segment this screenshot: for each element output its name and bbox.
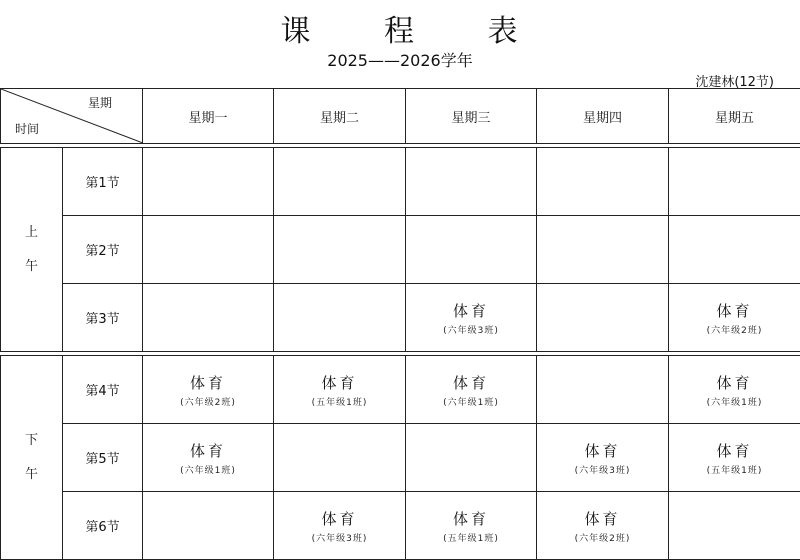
course-name: 体育 bbox=[537, 440, 668, 461]
course-name: 体育 bbox=[406, 300, 536, 321]
class-name: (六年级1班) bbox=[669, 395, 800, 408]
schedule-cell bbox=[143, 284, 274, 352]
class-name: (五年级1班) bbox=[274, 395, 405, 408]
class-name: (六年级3班) bbox=[537, 463, 668, 476]
period-label: 第5节 bbox=[63, 424, 143, 492]
schedule-cell bbox=[143, 216, 274, 284]
period-row bbox=[1, 148, 800, 216]
title-char: 课 bbox=[280, 6, 312, 50]
schedule-cell bbox=[537, 216, 669, 284]
class-name: (六年级2班) bbox=[669, 323, 800, 336]
afternoon-char: 下 bbox=[1, 424, 62, 458]
schedule-cell bbox=[274, 148, 406, 216]
header-row bbox=[1, 89, 800, 144]
corner-label-day: 星期 bbox=[88, 94, 112, 111]
course-name: 体育 bbox=[537, 508, 668, 529]
class-name: (六年级1班) bbox=[143, 463, 273, 476]
period-row bbox=[1, 424, 800, 492]
morning-label bbox=[1, 148, 63, 352]
schedule-cell bbox=[669, 356, 800, 424]
schedule-cell bbox=[669, 284, 800, 352]
period-label: 第1节 bbox=[63, 148, 143, 216]
class-name: (六年级2班) bbox=[143, 395, 273, 408]
day-header: 星期三 bbox=[406, 89, 537, 144]
day-header: 星期一 bbox=[143, 89, 274, 144]
schedule-cell bbox=[143, 356, 274, 424]
period-label: 第4节 bbox=[63, 356, 143, 424]
class-name: (五年级1班) bbox=[669, 463, 800, 476]
course-name: 体育 bbox=[406, 372, 536, 393]
schedule-cell bbox=[406, 424, 537, 492]
course-name: 体育 bbox=[274, 508, 405, 529]
schedule-cell bbox=[274, 424, 406, 492]
period-label: 第6节 bbox=[63, 492, 143, 560]
schedule-cell bbox=[537, 356, 669, 424]
class-name: (六年级1班) bbox=[406, 395, 536, 408]
course-name: 体育 bbox=[143, 440, 273, 461]
period-label: 第2节 bbox=[63, 216, 143, 284]
period-row bbox=[1, 284, 800, 352]
schedule-cell bbox=[537, 148, 669, 216]
schedule-cell bbox=[669, 424, 800, 492]
period-row bbox=[1, 492, 800, 560]
schedule-cell bbox=[406, 492, 537, 560]
class-name: (六年级3班) bbox=[406, 323, 536, 336]
title-char: 程 bbox=[384, 6, 416, 50]
schedule-cell bbox=[406, 216, 537, 284]
schedule-cell bbox=[669, 148, 800, 216]
schedule-cell bbox=[274, 284, 406, 352]
schedule-cell bbox=[537, 284, 669, 352]
schedule-cell bbox=[537, 492, 669, 560]
afternoon-char: 午 bbox=[1, 458, 62, 492]
schedule-cell bbox=[669, 216, 800, 284]
title-char: 表 bbox=[488, 6, 520, 50]
course-name: 体育 bbox=[669, 300, 800, 321]
class-name: (五年级1班) bbox=[406, 531, 536, 544]
course-name: 体育 bbox=[274, 372, 405, 393]
course-name: 体育 bbox=[669, 372, 800, 393]
schedule-cell bbox=[274, 216, 406, 284]
schedule-cell bbox=[274, 492, 406, 560]
morning-char: 上 bbox=[1, 216, 62, 250]
class-name: (六年级3班) bbox=[274, 531, 405, 544]
morning-char: 午 bbox=[1, 250, 62, 284]
schedule-cell bbox=[274, 356, 406, 424]
course-name: 体育 bbox=[143, 372, 273, 393]
day-header: 星期四 bbox=[537, 89, 669, 144]
schedule-cell bbox=[143, 424, 274, 492]
schedule-cell bbox=[537, 424, 669, 492]
teacher-name: 沈建林(12节) bbox=[695, 71, 774, 90]
afternoon-label bbox=[1, 356, 63, 560]
course-name: 体育 bbox=[406, 508, 536, 529]
schedule-cell bbox=[143, 492, 274, 560]
schedule-cell bbox=[406, 356, 537, 424]
schedule-cell bbox=[406, 148, 537, 216]
period-row bbox=[1, 216, 800, 284]
period-label: 第3节 bbox=[63, 284, 143, 352]
schedule-cell bbox=[406, 284, 537, 352]
schedule-cell bbox=[669, 492, 800, 560]
period-row bbox=[1, 356, 800, 424]
page-title bbox=[0, 6, 800, 50]
timetable bbox=[0, 88, 800, 560]
corner-label-time: 时间 bbox=[15, 120, 39, 137]
class-name: (六年级2班) bbox=[537, 531, 668, 544]
course-name: 体育 bbox=[669, 440, 800, 461]
day-header: 星期二 bbox=[274, 89, 406, 144]
schedule-cell bbox=[143, 148, 274, 216]
corner-cell bbox=[1, 89, 143, 144]
day-header: 星期五 bbox=[669, 89, 800, 144]
school-year: 2025——2026学年 bbox=[0, 48, 800, 71]
